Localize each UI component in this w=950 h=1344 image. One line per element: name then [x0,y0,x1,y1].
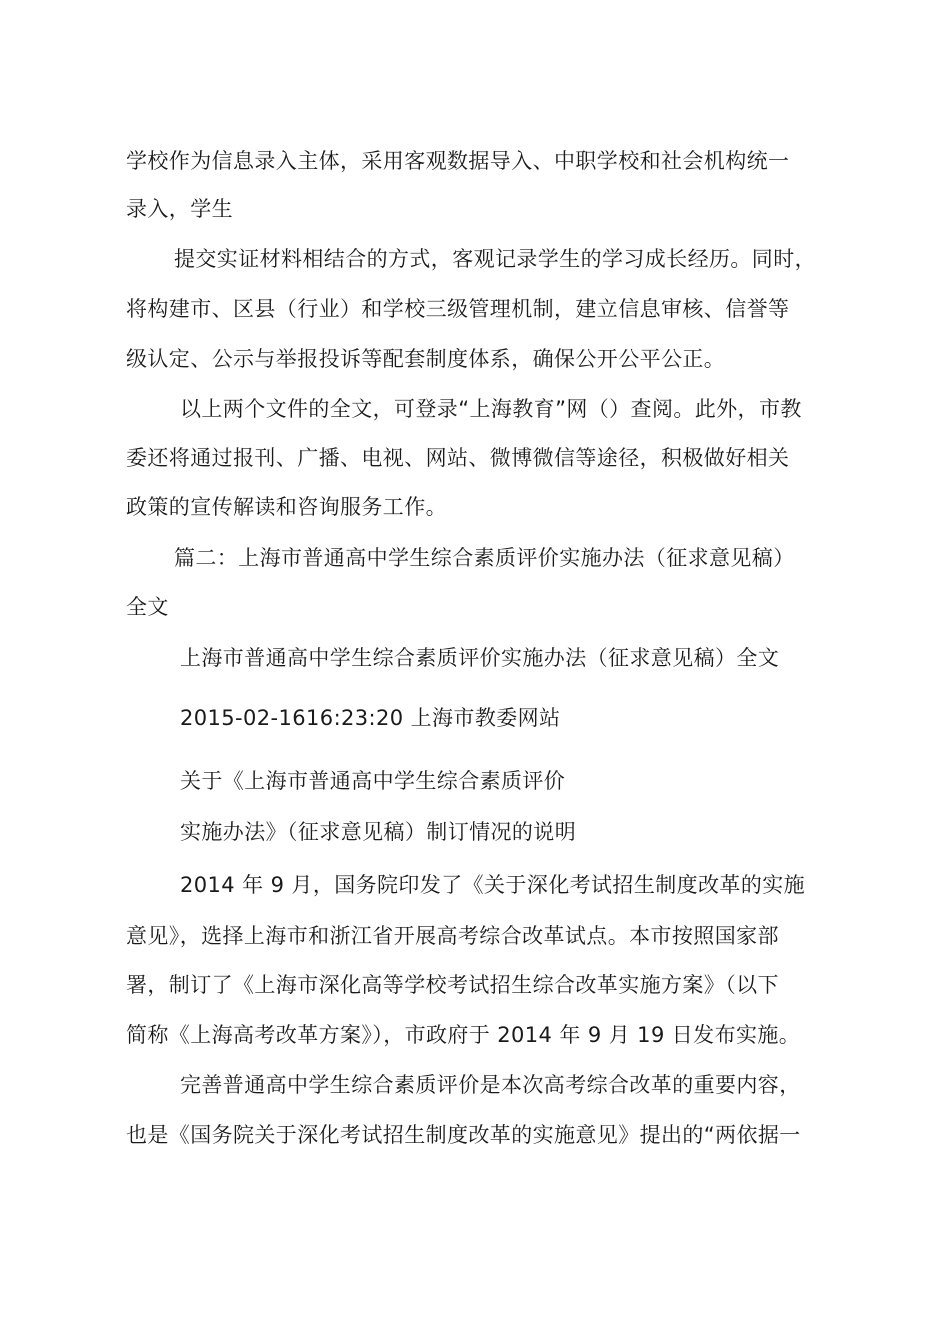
body-text-line: 学校作为信息录入主体，采用客观数据导入、中职学校和社会机构统一 [126,149,790,173]
explanation-title-line: 实施办法》（征求意见稿）制订情况的说明 [180,820,577,844]
body-text-line: 录入，学生 [126,197,233,221]
explanation-title-line: 关于《上海市普通高中学生综合素质评价 [180,769,566,793]
paragraph-text-line: 提交实证材料相结合的方式，客观记录学生的学习成长经历。同时， [174,247,816,271]
body-text-line: 署，制订了《上海市深化高等学校考试招生综合改革实施方案》（以下 [126,973,779,997]
section-heading-line: 全文 [126,595,169,619]
body-text-line: 委还将通过报刊、广播、电视、网站、微博微信等途径，积极做好相关 [126,446,790,470]
body-text-line: 也是《国务院关于深化考试招生制度改革的实施意见》提出的“两依据一 [126,1123,801,1147]
paragraph-text-line: 完善普通高中学生综合素质评价是本次高考综合改革的重要内容， [180,1073,801,1097]
body-text-line: 级认定、公示与举报投诉等配套制度体系，确保公开公平公正。 [126,347,726,371]
body-text-line: 政策的宣传解读和咨询服务工作。 [126,495,447,519]
section-heading-line: 篇二：上海市普通高中学生综合素质评价实施办法（征求意见稿） [174,546,795,570]
body-text-line: 简称《上海高考改革方案》），市政府于 2014 年 9 月 19 日发布实施。 [126,1023,801,1047]
paragraph-text-line: 2014 年 9 月，国务院印发了《关于深化考试招生制度改革的实施 [180,873,806,897]
paragraph-text-line: 以上两个文件的全文，可登录“上海教育”网（）查阅。此外，市教 [180,397,802,421]
article-title: 上海市普通高中学生综合素质评价实施办法（征求意见稿）全文 [180,646,780,670]
body-text-line: 意见》，选择上海市和浙江省开展高考综合改革试点。本市按照国家部 [126,924,779,948]
body-text-line: 将构建市、区县（行业）和学校三级管理机制，建立信息审核、信誉等 [126,297,790,321]
article-date-source: 2015-02-1616:23:20 上海市教委网站 [180,706,561,730]
